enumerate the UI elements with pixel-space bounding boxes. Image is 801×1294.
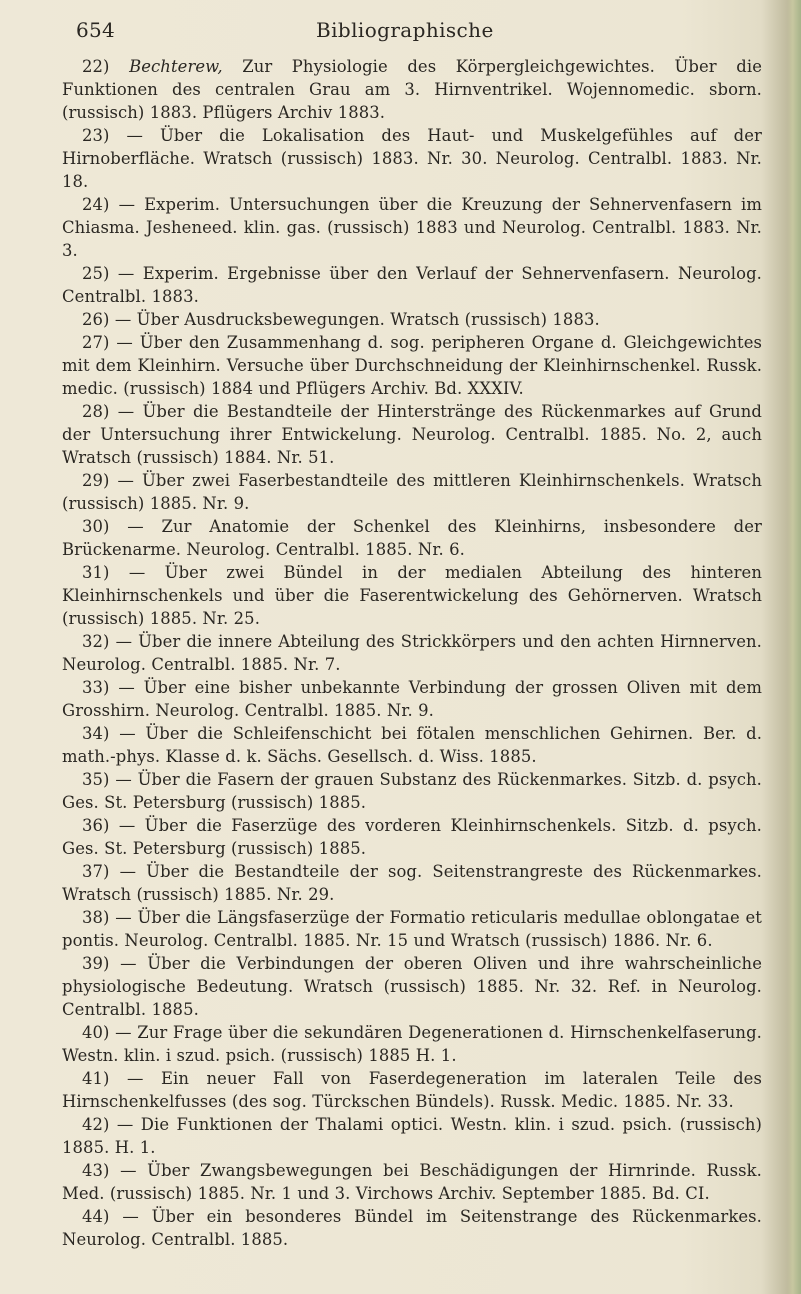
bibliography-entry: 38) — Über die Längsfaserzüge der Formatio reticularis medullae oblongatae et pontis. Neurolog. Centralbl. 1885. Nr. 15 und Wratsch (russisch) 1886. Nr. 6.: [62, 908, 762, 950]
bibliography-entry: 30) — Zur Anatomie der Schenkel des Kleinhirns, insbesondere der Brückenarme. Neurolog. Centralbl. 1885. Nr. 6.: [62, 517, 762, 559]
entry-text: Zur Physiologie des Körpergleichgewichtes. Über die Funktionen des centralen Grau am 3. Hirnventrikel. Wojennomedic. sborn. (russisch) 1883. Pflügers Archiv 1883.: [62, 57, 762, 122]
running-head: Bibliographische: [316, 18, 494, 42]
bibliography-entry: 28) — Über die Bestandteile der Hinterstränge des Rückenmarkes auf Grund der Untersuchung ihrer Entwickelung. Neurolog. Centralbl. 1885. No. 2, auch Wratsch (russisch) 1884. Nr. 51.: [62, 402, 762, 467]
bibliography-entry: 40) — Zur Frage über die sekundären Degenerationen d. Hirnschenkelfaserung. Westn. klin. i szud. psich. (russisch) 1885 H. 1.: [62, 1023, 762, 1065]
bibliography-entry: 39) — Über die Verbindungen der oberen Oliven und ihre wahrscheinliche physiologische Bedeutung. Wratsch (russisch) 1885. Nr. 32. Ref. in Neurolog. Centralbl. 1885.: [62, 954, 762, 1019]
bibliography-entry: 24) — Experim. Untersuchungen über die Kreuzung der Sehnervenfasern im Chiasma. Jesheneed. klin. gas. (russisch) 1883 und Neurolog. Centralbl. 1883. Nr. 3.: [62, 195, 762, 260]
bibliography-entry: 44) — Über ein besonderes Bündel im Seitenstrange des Rückenmarkes. Neurolog. Centralbl. 1885.: [62, 1207, 762, 1249]
bibliography-entry: 42) — Die Funktionen der Thalami optici. Westn. klin. i szud. psich. (russisch) 1885. H. 1.: [62, 1115, 762, 1157]
bibliography-entry: 22) Bechterew, Zur Physiologie des Körpergleichgewichtes. Über die Funktionen des centralen Grau am 3. Hirnventrikel. Wojennomedic. sborn. (russisch) 1883. Pflügers Archiv 1883.: [62, 57, 762, 122]
bibliography-entry: 33) — Über eine bisher unbekannte Verbindung der grossen Oliven mit dem Grosshirn. Neurolog. Centralbl. 1885. Nr. 9.: [62, 678, 762, 720]
bibliography-entry: 26) — Über Ausdrucksbewegungen. Wratsch (russisch) 1883.: [82, 310, 600, 329]
bibliography-entry: 43) — Über Zwangsbewegungen bei Beschädigungen der Hirnrinde. Russk. Med. (russisch) 1885. Nr. 1 und 3. Virchows Archiv. September 1885. Bd. CI.: [62, 1161, 762, 1203]
bibliography-entry: 29) — Über zwei Faserbestandteile des mittleren Kleinhirnschenkels. Wratsch (russisch) 1885. Nr. 9.: [62, 471, 762, 513]
bibliography-entry: 32) — Über die innere Abteilung des Strickkörpers und den achten Hirnnerven. Neurolog. Centralbl. 1885. Nr. 7.: [62, 632, 762, 674]
bibliography-list: [62, 55, 762, 1251]
bibliography-entry: 25) — Experim. Ergebnisse über den Verlauf der Sehnervenfasern. Neurolog. Centralbl. 1883.: [62, 264, 762, 306]
bibliography-entry: 41) — Ein neuer Fall von Faserdegeneration im lateralen Teile des Hirnschenkelfusses (des sog. Türckschen Bündels). Russk. Medic. 1885. Nr. 33.: [62, 1069, 762, 1111]
page-header: [76, 18, 766, 48]
bibliography-entry: 35) — Über die Fasern der grauen Substanz des Rückenmarkes. Sitzb. d. psych. Ges. St. Petersburg (russisch) 1885.: [62, 770, 762, 812]
bibliography-entry: 27) — Über den Zusammenhang d. sog. peripheren Organe d. Gleichgewichtes mit dem Kleinhirn. Versuche über Durchschneidung der Kleinhirnschenkel. Russk. medic. (russisch) 1884 und Pflügers Archiv. Bd. XXXIV.: [62, 333, 762, 398]
bibliography-entry: 23) — Über die Lokalisation des Haut- und Muskelgefühles auf der Hirnoberfläche. Wratsch (russisch) 1883. Nr. 30. Neurolog. Centralbl. 1883. Nr. 18.: [62, 126, 762, 191]
bibliography-entry: 31) — Über zwei Bündel in der medialen Abteilung des hinteren Kleinhirnschenkels und über die Faserentwickelung des Gehörnerven. Wratsch (russisch) 1885. Nr. 25.: [62, 563, 762, 628]
bibliography-entry: 34) — Über die Schleifenschicht bei fötalen menschlichen Gehirnen. Ber. d. math.-phys. Klasse d. k. Sächs. Gesellsch. d. Wiss. 1885.: [62, 724, 762, 766]
page-number: 654: [76, 18, 116, 42]
entry-author: Bechterew,: [129, 57, 223, 76]
bibliography-entry: 37) — Über die Bestandteile der sog. Seitenstrangreste des Rückenmarkes. Wratsch (russisch) 1885. Nr. 29.: [62, 862, 762, 904]
bibliography-entry: 36) — Über die Faserzüge des vorderen Kleinhirnschenkels. Sitzb. d. psych. Ges. St. Petersburg (russisch) 1885.: [62, 816, 762, 858]
page-edge-shadow: [787, 0, 801, 1294]
